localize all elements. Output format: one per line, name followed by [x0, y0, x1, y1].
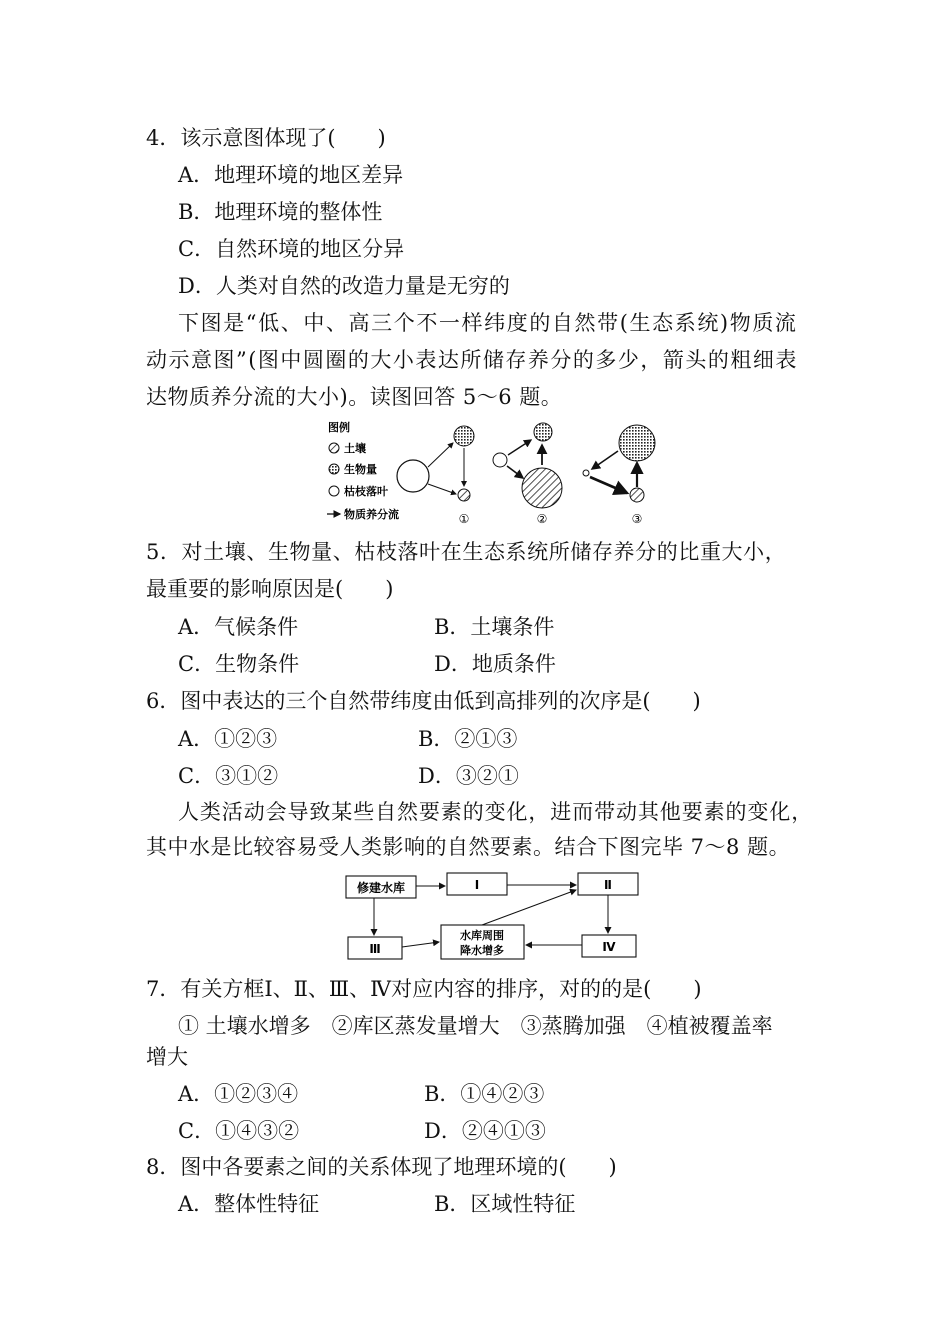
legend-title: 图例	[328, 421, 350, 434]
p3-biomass-circle	[619, 425, 655, 461]
q7-option-c: C．①④③②	[178, 1119, 300, 1143]
q7-option-b: B．①④②③	[424, 1082, 545, 1106]
p1-arrow-3	[428, 484, 456, 494]
q7-items-line1: ① 土壤水增多 ②库区蒸发量增大 ③蒸腾加强 ④植被覆盖率	[178, 1014, 773, 1038]
panel-label-2: ②	[536, 512, 548, 526]
p3-soil-circle	[630, 488, 644, 502]
p2-arrow-1	[508, 440, 531, 455]
p2-arrow-3	[507, 466, 523, 478]
q4-option-a: A．地理环境的地区差异	[178, 163, 404, 187]
q5-stem-line2: 最重要的影响原因是( )	[146, 577, 394, 601]
biomass-legend-icon	[329, 464, 339, 474]
panel-label-1: ①	[458, 512, 470, 526]
q8-option-b: B．区域性特征	[434, 1192, 576, 1216]
panel-label-3: ③	[631, 512, 643, 526]
box-iv-label: Ⅳ	[602, 940, 616, 954]
p1-soil-circle	[458, 489, 470, 501]
litter-legend-icon	[329, 486, 339, 496]
legend-biomass: 生物量	[344, 463, 377, 476]
q5-option-a: A．气候条件	[178, 615, 299, 639]
p2-litter-circle	[493, 453, 507, 467]
q5-option-b: B．土壤条件	[434, 615, 555, 639]
legend-soil: 土壤	[344, 442, 366, 455]
q6-option-c: C．③①②	[178, 764, 279, 788]
p1-arrow-1	[428, 443, 453, 467]
box-iii-label: Ⅲ	[369, 942, 381, 956]
soil-legend-icon	[329, 443, 339, 453]
legend-litter: 枯枝落叶	[344, 485, 388, 498]
p3-litter-circle	[583, 470, 589, 476]
intro1-line3: 达物质养分流的大小)。读图回答 5～6 题。	[146, 385, 563, 409]
q6-stem: 6．图中表达的三个自然带纬度由低到高排列的次序是( )	[146, 689, 701, 713]
intro2-line1: 人类活动会导致某些自然要素的变化，进而带动其他要素的变化，	[178, 800, 814, 824]
q7-option-a: A．①②③④	[178, 1082, 299, 1106]
q5-option-d: D．地质条件	[434, 652, 556, 676]
intro1-line1: 下图是“低、中、高三个不一样纬度的自然带(生态系统)物质流	[178, 311, 798, 335]
q7-items-line2: 增大	[146, 1045, 188, 1069]
q7-option-d: D．②④①③	[424, 1119, 546, 1143]
nutrient-flow-figure	[320, 418, 670, 530]
legend-flow: 物质养分流	[344, 508, 399, 521]
p3-arrow-3	[590, 477, 627, 493]
arrow-iii-to-precip	[402, 942, 439, 947]
q4-option-d: D．人类对自然的改造力量是无穷的	[178, 274, 510, 298]
q6-option-d: D．③②①	[418, 764, 519, 788]
box-i-label: Ⅰ	[474, 878, 480, 892]
p3-arrow-1	[592, 451, 618, 469]
box-precip-label-2: 降水增多	[460, 944, 504, 957]
intro1-line2: 动示意图”(图中圆圈的大小表达所储存养分的多少，箭头的粗细表	[146, 348, 798, 372]
p2-biomass-circle	[534, 423, 552, 441]
q8-option-a: A．整体性特征	[178, 1192, 320, 1216]
q8-stem: 8．图中各要素之间的关系体现了地理环境的( )	[146, 1155, 617, 1179]
box-ii-label: Ⅱ	[604, 878, 612, 892]
q4-option-b: B．地理环境的整体性	[178, 200, 383, 224]
p1-litter-circle	[397, 460, 429, 492]
q5-option-c: C．生物条件	[178, 652, 300, 676]
p1-biomass-circle	[454, 426, 474, 446]
q5-stem-line1: 5．对土壤、生物量、枯枝落叶在生态系统所储存养分的比重大小，	[146, 540, 787, 564]
q7-stem: 7．有关方框Ⅰ、Ⅱ、Ⅲ、Ⅳ对应内容的排序，对的的是( )	[146, 977, 702, 1001]
q4-stem: 4．该示意图体现了( )	[146, 126, 386, 150]
intro2-line2: 其中水是比较容易受人类影响的自然要素。结合下图完毕 7～8 题。	[146, 835, 791, 859]
box-precip-label-1: 水库周围	[460, 929, 504, 942]
q4-option-c: C．自然环境的地区分异	[178, 237, 405, 261]
q6-option-b: B．②①③	[418, 727, 518, 751]
reservoir-flowchart	[340, 868, 646, 962]
q6-option-a: A．①②③	[178, 727, 278, 751]
box-build-reservoir-label: 修建水库	[356, 881, 406, 895]
p2-soil-circle	[522, 468, 562, 508]
